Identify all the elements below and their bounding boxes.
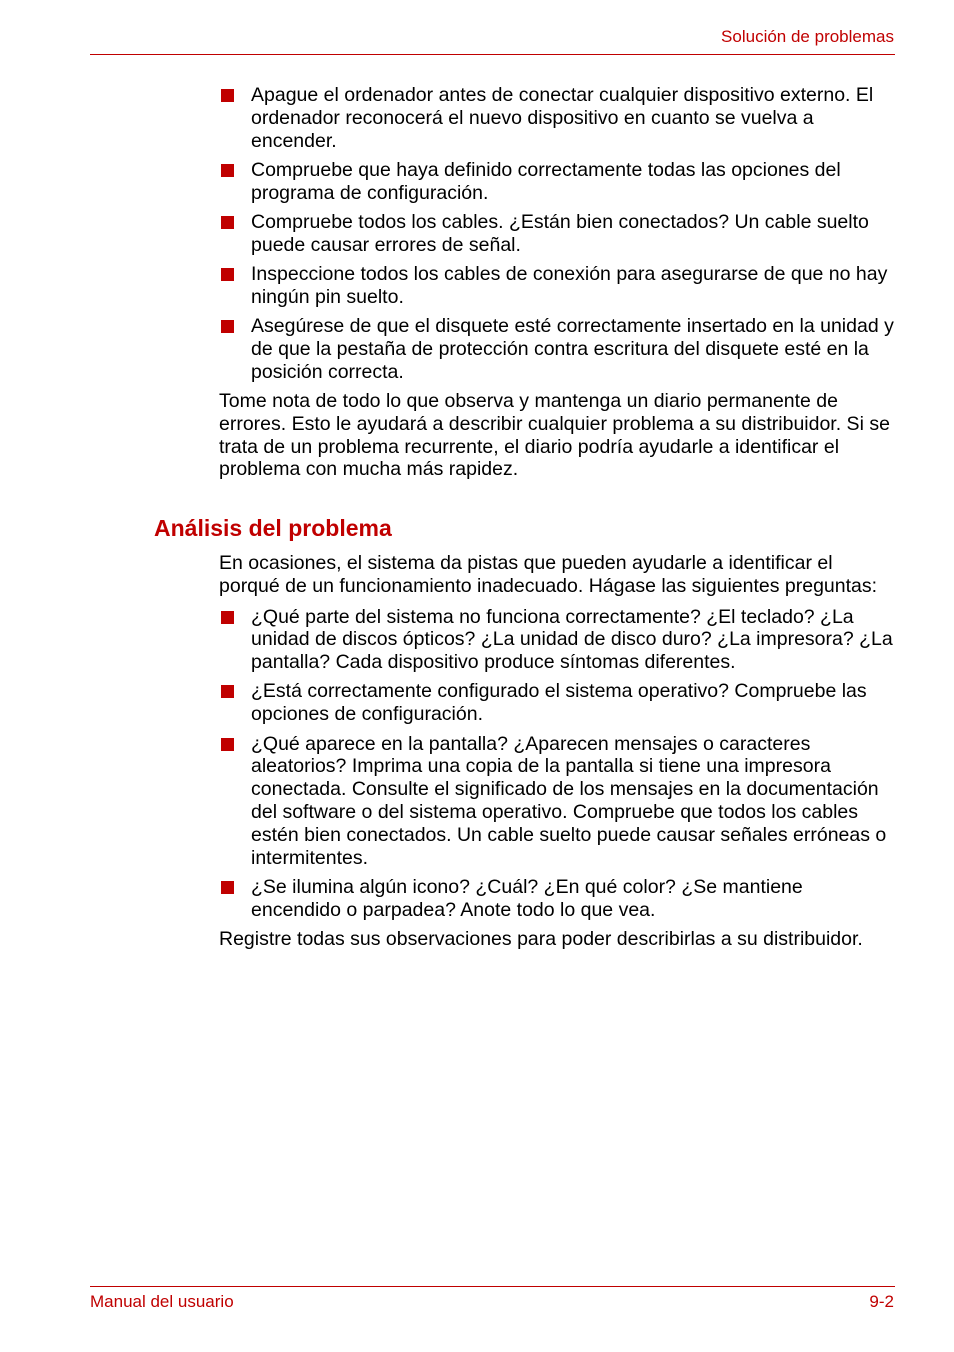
list-item — [219, 263, 897, 309]
list-item-text: Asegúrese de que el disquete esté correctamente insertado en la unidad y de que la pestaña de protección contra escritura del disquete esté en la posición correcta. — [251, 315, 894, 383]
list-item-text: ¿Qué aparece en la pantalla? ¿Aparecen mensajes o caracteres aleatorios? Imprima una copia de la pantalla si tiene una impresora conectada. Consulte el significado de los mensajes en la documentación del software o del sistema operativo. Compruebe que todos los cables estén bien conectados. Un cable suelto puede causar señales erróneas o intermitentes. — [251, 732, 887, 869]
list-item-text: Compruebe que haya definido correctamente todas las opciones del programa de configuración. — [251, 158, 841, 204]
list-item-text: ¿Se ilumina algún icono? ¿Cuál? ¿En qué color? ¿Se mantiene encendido o parpadea? Anote todo lo que vea. — [251, 875, 803, 921]
list-item-text: Compruebe todos los cables. ¿Están bien conectados? Un cable suelto puede causar errores de señal. — [251, 210, 869, 256]
closing-paragraph: Registre todas sus observaciones para poder describirlas a su distribuidor. — [219, 927, 863, 950]
square-bullet-icon — [221, 268, 234, 281]
list-item-text: Inspeccione todos los cables de conexión para asegurarse de que no hay ningún pin suelto. — [251, 263, 888, 308]
section-analysis — [219, 552, 897, 951]
list-item-text: ¿Qué parte del sistema no funciona correctamente? ¿El teclado? ¿La unidad de discos ópticos? ¿La unidad de disco duro? ¿La impresora? ¿La pantalla? Cada dispositivo produce síntomas diferentes. — [251, 605, 893, 674]
note-paragraph: Tome nota de todo lo que observa y mantenga un diario permanente de errores. Esto le ayudará a describir cualquier problema a su distribuidor. Si se trata de un problema recurrente, el diario podría ayudarle a identificar el problema con mucha más rapidez. — [219, 390, 890, 481]
square-bullet-icon — [221, 881, 234, 894]
section-checklist — [219, 84, 897, 481]
list-item — [219, 733, 897, 870]
square-bullet-icon — [221, 611, 234, 624]
footer-divider — [90, 1286, 895, 1287]
square-bullet-icon — [221, 738, 234, 751]
list-item — [219, 84, 897, 152]
list-item-text: ¿Está correctamente configurado el sistema operativo? Compruebe las opciones de configuración. — [251, 680, 867, 726]
list-item — [219, 606, 897, 674]
section-heading: Análisis del problema — [154, 515, 392, 541]
question-bullets — [219, 606, 897, 922]
list-item-text: Apague el ordenador antes de conectar cualquier dispositivo externo. El ordenador reconocerá el nuevo dispositivo en cuanto se vuelva a encender. — [251, 84, 874, 152]
running-header: Solución de problemas — [721, 27, 894, 46]
intro-paragraph: En ocasiones, el sistema da pistas que pueden ayudarle a identificar el porqué de un funcionamiento inadecuado. Hágase las siguientes preguntas: — [219, 552, 878, 597]
list-item — [219, 211, 897, 257]
list-item — [219, 315, 897, 383]
square-bullet-icon — [221, 685, 234, 698]
list-item — [219, 159, 897, 205]
square-bullet-icon — [221, 320, 234, 333]
checklist-bullets — [219, 84, 897, 384]
square-bullet-icon — [221, 216, 234, 229]
list-item — [219, 876, 897, 922]
square-bullet-icon — [221, 164, 234, 177]
footer-manual-title: Manual del usuario — [90, 1292, 234, 1311]
page-number: 9-2 — [869, 1292, 894, 1311]
square-bullet-icon — [221, 89, 234, 102]
list-item — [219, 680, 897, 726]
header-divider — [90, 54, 895, 55]
